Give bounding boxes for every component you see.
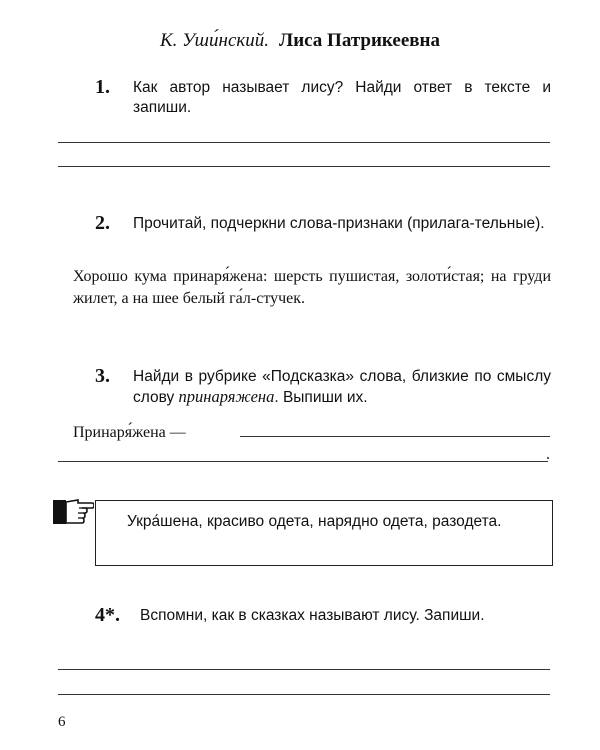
answer-line-1b[interactable] — [58, 166, 550, 167]
question-4-text: Вспомни, как в сказках называют лису. Запиши. — [140, 607, 485, 624]
page-number: 6 — [58, 714, 66, 730]
page-title — [0, 30, 600, 52]
question-3-text-before: Найди в рубрике «Подсказка» слова, близкие по смыслу слову — [133, 368, 551, 406]
question-1-number: 1. — [95, 76, 110, 98]
question-3-text-after: . Выпиши их. — [274, 389, 368, 406]
answer-label: Принаря́жена — — [73, 424, 186, 441]
title-author: К. Уши́нский. — [160, 30, 270, 51]
hint-box — [95, 500, 553, 566]
hint-text: Укра́шена, красиво одета, нарядно одета, разодета. — [127, 513, 502, 530]
question-2-number: 2. — [95, 212, 110, 234]
answer-line-3a[interactable] — [240, 436, 550, 437]
answer-line-1a[interactable] — [58, 142, 550, 143]
line-end-dot: . — [546, 446, 550, 463]
question-4-number: 4*. — [95, 604, 120, 626]
answer-line-4a[interactable] — [58, 669, 550, 670]
title-story: Лиса Патрикеевна — [279, 30, 440, 51]
answer-line-3b[interactable] — [58, 461, 548, 462]
question-3-text — [133, 367, 551, 408]
pointing-hand-icon — [52, 494, 94, 528]
question-3-number: 3. — [95, 365, 110, 387]
question-1-text: Как автор называет лису? Найди ответ в тексте и запиши. — [133, 79, 551, 116]
answer-line-4b[interactable] — [58, 694, 550, 695]
passage-text: Хорошо кума принаря́жена: шерсть пушистая, золоти́стая; на груди жилет, а на шее белый га́л-стучек. — [73, 268, 551, 307]
question-3-keyword: принаряжена — [178, 387, 275, 406]
question-2-text: Прочитай, подчеркни слова-признаки (прилага-тельные). — [133, 215, 545, 232]
